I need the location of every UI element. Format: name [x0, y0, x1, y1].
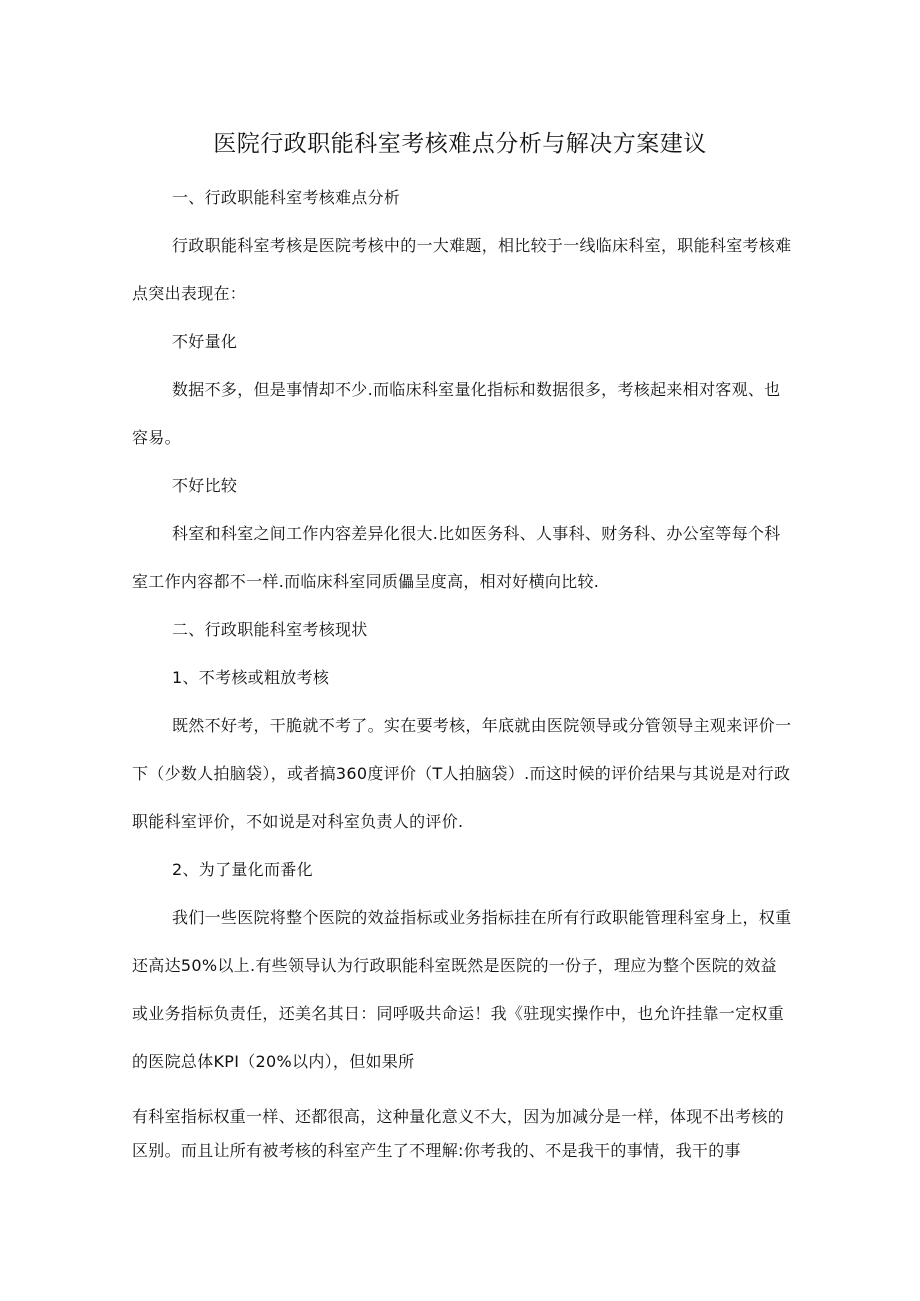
paragraph-intro: 行政职能科室考核是医院考核中的一大难题，相比较于一线临床科室，职能科室考核难点突出表现在： — [132, 236, 792, 303]
paragraph-compare: 科室和科室之间工作内容差异化很大.比如医务科、人事科、财务科、办公室等每个科室工作内容都不一样.而临床科室同质儡呈度高，相对好横向比较. — [132, 524, 781, 591]
section-heading-2: 二、行政职能科室考核现状 — [172, 620, 368, 639]
paragraph-continued: 有科室指标权重一样、还都很高，这种量化意义不大，因为加减分是一样，体现不出考核的区别。而且让所有被考核的科室产生了不理解:你考我的、不是我干的事情，我干的事 — [132, 1107, 785, 1160]
paragraph-quantification: 我们一些医院将整个医院的效益指标或业务指标挂在所有行政职能管理科室身上，权重还高达50%以上.有些领导认为行政职能科室既然是医院的一份子，理应为整个医院的效益或业务指标负责任，还美名其日：同呼吸共命运！我《驻现实操作中，也允许挂靠一定权重的医院总体KPI（20%以内），但如果所 — [132, 908, 792, 1071]
subheading-2: 2、为了量化而番化 — [172, 860, 313, 879]
subheading-hard-to-quantify: 不好量化 — [172, 332, 238, 351]
document-title: 医院行政职能科室考核难点分析与解决方案建议 — [213, 131, 707, 157]
section-heading-1: 一、行政职能科室考核难点分析 — [172, 188, 401, 207]
paragraph-quantify: 数据不多，但是事情却不少.而临床科室量化指标和数据很多，考核起来相对客观、也容易。 — [132, 380, 781, 447]
paragraph-no-assessment: 既然不好考，干脆就不考了。实在要考核，年底就由医院领导或分管领导主观来评价一下（少数人拍脑袋），或者搞360度评价（T人拍脑袋）.而这时候的评价结果与其说是对行政职能科室评价，不如说是对科室负责人的评价. — [132, 716, 792, 831]
subheading-hard-to-compare: 不好比较 — [172, 476, 238, 495]
subheading-1: 1、不考核或粗放考核 — [172, 668, 330, 687]
